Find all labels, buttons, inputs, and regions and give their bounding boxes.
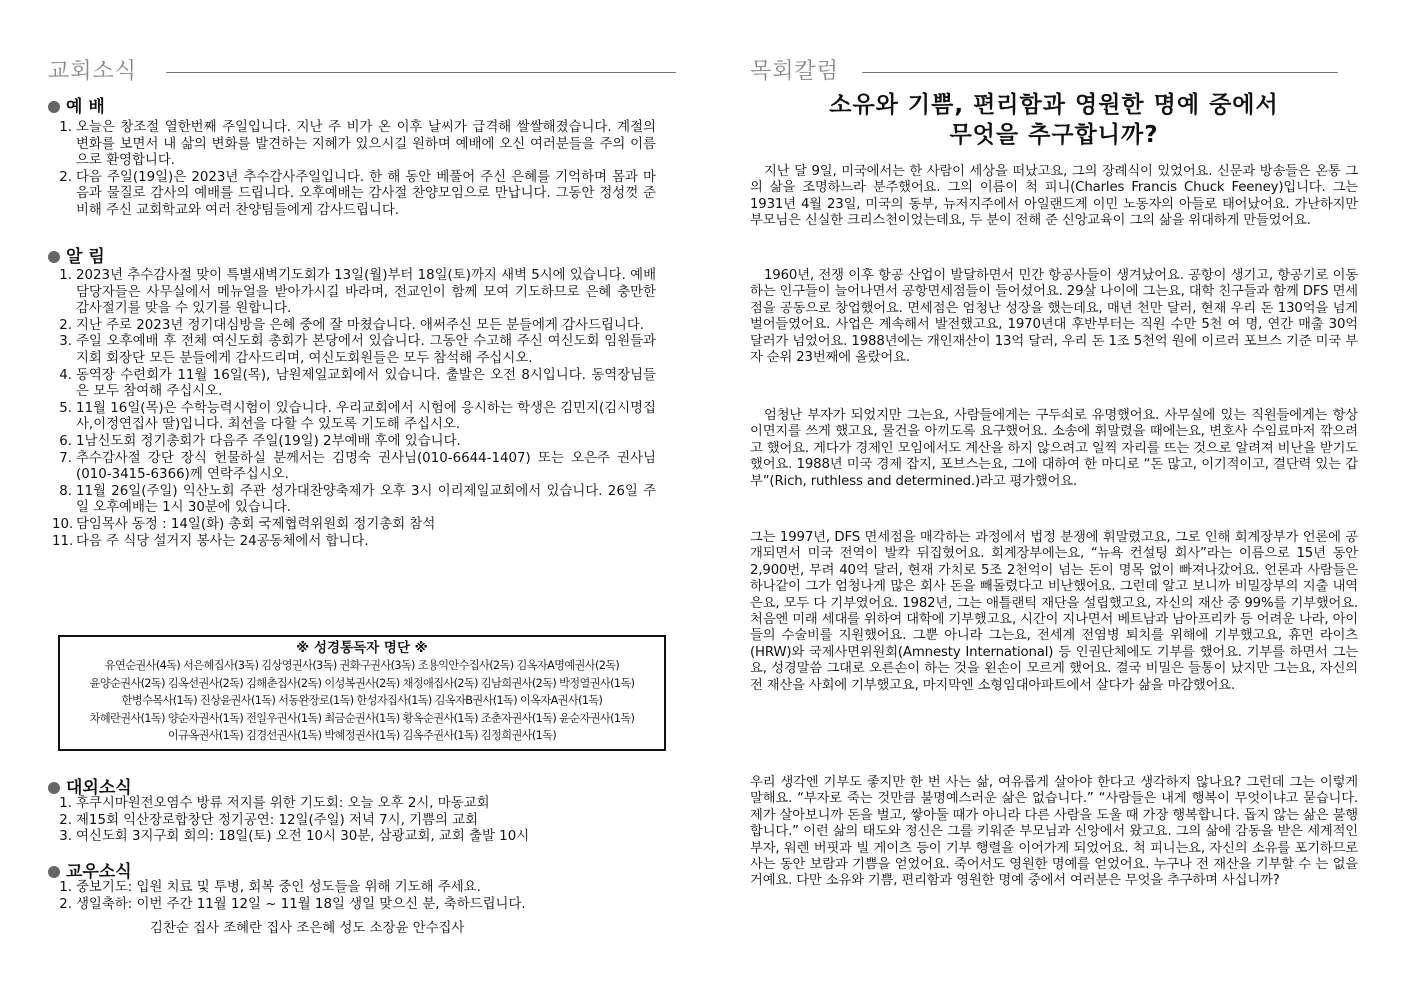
members-news-list — [52, 880, 656, 913]
church-news-header — [48, 54, 676, 84]
list-item: 3. 여신도회 3지구회 회의: 18일(토) 오전 10시 30분, 삼광교회, 교회 출발 10시 — [59, 829, 530, 845]
bullet-dot-icon — [48, 101, 60, 113]
list-item: 4. 동역장 수련회가 11월 16일(목), 남원제일교회에서 있습니다. 출발은 오전 8시입니다. 동역장님들은 모두 참여해 주십시오. — [59, 367, 656, 400]
list-item: 5. 11월 16일(목)은 수학능력시험이 있습니다. 우리교회에서 시험에 응시하는 학생은 김민지(김시명집사,이정연집사 딸)입니다. 최선을 다할 수 있도록 기도해 주십시오. — [59, 400, 656, 433]
bible-reading-title: ※ 성경통독자 명단 ※ — [296, 640, 428, 656]
external-news-list — [52, 796, 656, 846]
list-item: 3. 주일 오후예배 후 전체 여신도회 총회가 본당에서 있습니다. 그동안 수고해 주신 여신도회 임원들과 지회 회장단 모든 분들에게 감사드리며, 여신도회원들은 모두 참석해 주십시오. — [59, 334, 656, 366]
column-paragraph: 지난 달 9일, 미국에서는 한 사람이 세상을 떠났고요, 그의 장례식이 있었어요. 신문과 방송들은 온통 그의 삶을 조명하느라 분주했어요. 그의 이름이 척 피니(Charles Francis Chuck Feeney)입니다. 그는 1931년 4월 23일, 미국의 동부, 뉴저지주에서 아일랜드계 이민 노동자의 아들로 태어났어요. 가난하지만 부모님은 신실한 크리스천이었는데요, 두 분이 전해 준 신앙교육이 그의 삶을 위대하게 만들었어요. — [750, 164, 1358, 229]
bullet-dot-icon — [48, 251, 60, 263]
bible-reading-line: 윤양순권사(2독) 김옥선권사(2독) 김해춘집사(2독) 이성복권사(2독) 채정애집사(2독) 김남희권사(2독) 박정열권사(1독) — [89, 676, 635, 690]
birthday-names: 김찬순 집사 조혜란 집사 조은혜 성도 소장윤 안수집사 — [150, 921, 465, 936]
bullet-dot-icon — [48, 866, 60, 878]
notices-heading: 알 림 — [48, 242, 105, 267]
column-paragraph: 그는 1997년, DFS 면세점을 매각하는 과정에서 법정 분쟁에 휘말렸고요, 그로 인해 회계장부가 언론에 공개되면서 미국 전역이 발칵 뒤집혔어요. 회계장부에는요, “뉴욕 컨설팅 회사”라는 이름으로 15년 동안 2,900번, 무려 40억 달러, 현재 가치로 5조 2천억이 넘는 돈이 명목 없이 빠져나갔어요. 언론과 사람들은 하나같이 그가 엄청나게 많은 회사 돈을 빼돌렸다고 비난했어요. 그런데 알고 보니까 비밀장부의 지출 내역은요, 모두 다 기부였어요. 1982년, 그는 애틀랜틱 재단을 설립했고요, 자신의 재산 중 99%를 기부했어요. 처음엔 미래 세대를 위하여 대학에 기부했고요, 시간이 지나면서 베트남과 남아프리카 등 어려운 나라, 아이들의 수술비를 지원했어요. 그뿐 아니라 그는요, 전세계 전염병 퇴치를 위해에 기부했고요, 휴먼 라이츠(HRW)와 국제사면위원회(Amnesty International) 등 인권단체에도 기부를 했어요. 기부를 하면서 그는요, 성경말씀 그대로 오른손이 하는 것을 왼손이 모르게 했어요. 결국 비밀은 들통이 났지만 그는요, 자신의 전 재산을 사회에 기부했고요, 마지막엔 소형임대아파트에서 살다가 삶을 마감했어요. — [750, 530, 1358, 693]
bible-reading-line: 한병수목사(1독) 진상윤권사(1독) 서동완장로(1독) 한성자집사(1독) 김옥자B권사(1독) 이옥자A권사(1독) — [121, 694, 603, 708]
section-divider — [862, 72, 1338, 73]
column-paragraph: 엄청난 부자가 되었지만 그는요, 사람들에게는 구두쇠로 유명했어요. 사무실에 있는 직원들에게는 항상 이면지를 쓰게 했고요, 물건을 아끼도록 요구했어요. 소송에 휘말렸을 때에는요, 변호사 수임료마저 깎으려고 했어요. 게다가 경제인 모임에서도 계산을 하지 않으려고 일찍 자리를 뜨는 것으로 알려져 비난을 받기도 했어요. 1988년 미국 경제 잡지, 포브스는요, 그에 대하여 한 마디로 “돈 많고, 이기적이고, 결단력 있는 갑부”(Rich, ruthless and determined.)라고 평가했어요. — [750, 408, 1358, 489]
list-item: 2. 지난 주로 2023년 정기대심방을 은혜 중에 잘 마쳤습니다. 애써주신 모든 분들에게 감사드립니다. — [59, 317, 645, 333]
bullet-dot-icon — [48, 782, 60, 794]
bible-reading-line: 유연순권사(4독) 서은혜집사(3독) 김상영권사(3독) 권화구권사(3독) 조용익안수집사(2독) 김옥자A명예권사(2독) — [104, 659, 620, 672]
bible-reading-line: 이규옥권사(1독) 김경선권사(1독) 박혜정권사(1독) 김옥주권사(1독) 김정희권사(1독) — [167, 729, 557, 743]
bible-reading-line: 차혜란권사(1독) 양순자권사(1독) 전일우권사(1독) 최금순권사(1독) 황옥순권사(1독) 조춘자권사(1독) 윤순자권사(1독) — [89, 711, 635, 725]
worship-heading: 예 배 — [48, 92, 105, 117]
section-divider — [166, 72, 676, 73]
list-item: 1. 2023년 추수감사절 맞이 특별새벽기도회가 13일(월)부터 18일(토)까지 새벽 5시에 있습니다. 예배 담당자들은 사무실에서 메뉴얼을 받아가시길 바라며, 전교인이 함께 모여 기도하므로 은혜 충만한 감사절기를 맞을 수 있기를 원합니다. — [59, 268, 656, 317]
members-news-heading: 교우소식 — [48, 857, 132, 882]
column-paragraph: 1960년, 전쟁 이후 항공 산업이 발달하면서 민간 항공사들이 생겨났어요. 공항이 생기고, 항공기로 이동하는 인구들이 늘어나면서 공항면세점들이 들어섰어요. 29살 나이에 그는요, 대학 친구들과 함께 DFS 면세점을 공동으로 창업했어요. 면세점은 엄청난 성장을 했는데요, 매년 천만 달러, 현재 우리 돈 130억을 넘게 벌어들였어요. 사업은 계속해서 발전했고요, 1970년대 후반부터는 직원 수만 5천 여 명, 연간 매출 30억 달러가 넘었어요. 1988년에는 개인재산이 13억 달러, 우리 돈 1조 5천억 원에 이르러 포브스 기준 미국 부자 순위 23번째에 올랐어요. — [750, 268, 1358, 366]
column-title — [750, 90, 1358, 150]
list-item: 1. 오늘은 창조절 열한번째 주일입니다. 지난 주 비가 온 이후 날씨가 급격해 쌀쌀해졌습니다. 계절의 변화를 보면서 내 삶의 변화를 발견하는 지혜가 있으시길 원하며 예배에 오신 여러분들을 주의 이름으로 환영합니다. — [59, 120, 656, 169]
column-paragraph: 우리 생각엔 기부도 좋지만 한 번 사는 삶, 여유롭게 살아야 한다고 생각하지 않나요? 그런데 그는 이렇게 말해요. “부자로 죽는 것만큼 불명예스러운 삶은 없습니다.” “사람들은 내게 행복이 무엇이냐고 묻습니다. 제가 살아보니까 돈을 벌고, 쌓아둘 때가 아니라 다른 사람을 도울 때 가장 행복합니다. 돕지 않는 삶은 불행합니다.” 이런 삶의 태도와 정신은 그를 키워준 부모님과 신앙에서 왔고요. 그의 삶에 감동을 받은 세계적인 부자, 워렌 버핏과 빌 게이츠 등이 기부 행렬을 이어가게 되었어요. 척 피니는요, 자신의 소유를 포기하므로 사는 동안 보람과 기쁨을 얻었어요. 죽어서도 영원한 명예를 얻었어요. 누구나 전 재산을 기부할 수 는 없을 거예요. 다만 소유와 기쁨, 편리함과 영원한 명예 중에서 여러분은 무엇을 추구하며 사십니까? — [750, 775, 1358, 889]
pastor-column-header — [750, 54, 1358, 84]
list-item: 1. 중보기도: 입원 치료 및 투병, 회복 중인 성도들을 위해 기도해 주세요. — [59, 880, 481, 895]
list-item: 7. 추수감사절 강단 장식 헌물하실 분께서는 김명숙 권사님(010-6644-1407) 또는 오은주 권사님(010-3415-6366)께 연락주십시오. — [59, 450, 656, 483]
column-title-line: 소유와 기쁨, 편리함과 영원한 명예 중에서 — [829, 92, 1279, 118]
list-item: 6. 1남신도회 정기총회가 다음주 주일(19일) 2부예배 후에 있습니다. — [59, 433, 461, 449]
section-title: 목회칼럼 — [750, 59, 840, 84]
worship-list — [52, 120, 656, 220]
external-news-heading: 대외소식 — [48, 773, 132, 798]
column-title-line: 무엇을 추구합니까? — [949, 122, 1159, 148]
list-item: 10. 담임목사 동정 : 14일(화) 총회 국제협력위원회 정기총회 참석 — [52, 516, 436, 532]
list-item: 2. 다음 주일(19일)은 2023년 추수감사주일입니다. 한 해 동안 베풀어 주신 은혜를 기억하며 몸과 마음과 물질로 감사의 예배를 드립니다. 오후예배는 감사절 찬양모임으로 만납니다. 그동안 정성껏 준비해 주신 교회학교와 여러 찬양팀들에게 감사드립니다. — [59, 169, 656, 218]
list-item: 2. 생일축하: 이번 주간 11월 12일 ~ 11월 18일 생일 맞으신 분, 축하드립니다. — [59, 896, 526, 912]
list-item: 1. 후쿠시마원전오염수 방류 저지를 위한 기도회: 오늘 오후 2시, 마동교회 — [59, 796, 490, 811]
notices-list — [52, 268, 656, 550]
bible-reading-box — [58, 635, 666, 751]
section-title: 교회소식 — [48, 59, 138, 84]
list-item: 8. 11월 26일(주일) 익산노회 주관 성가대찬양축제가 오후 3시 이리제일교회에서 있습니다. 26일 주일 오후예배는 1시 30분에 있습니다. — [59, 483, 656, 516]
list-item: 2. 제15회 익산장로합창단 정기공연: 12일(주일) 저녁 7시, 기쁨의 교회 — [59, 812, 479, 828]
list-item: 11. 다음 주 식당 설거지 봉사는 24공동체에서 합니다. — [52, 533, 369, 549]
